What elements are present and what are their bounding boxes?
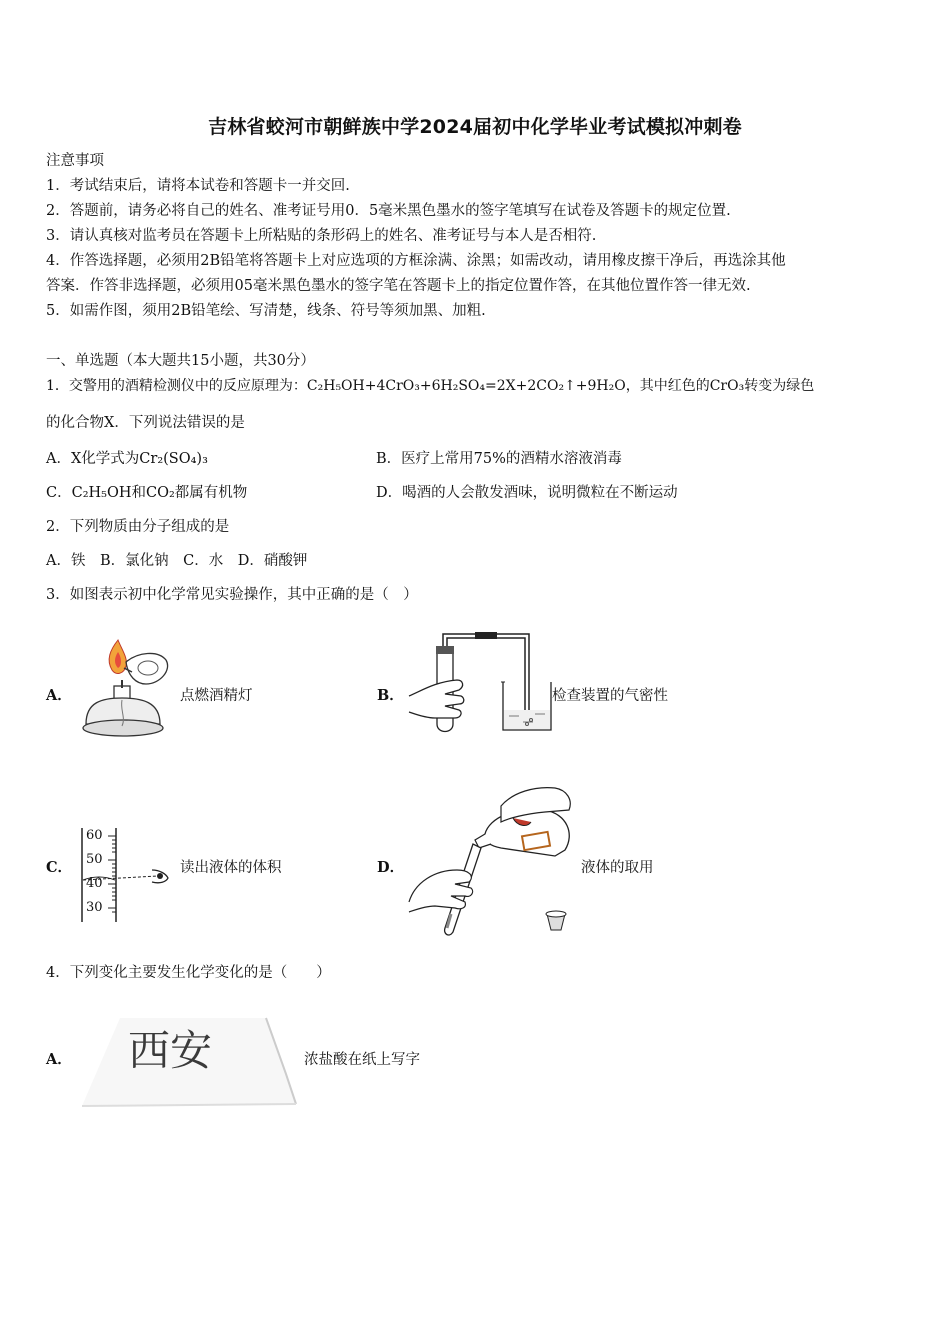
notice-item: 5．如需作图，须用2B铅笔绘、写清楚，线条、符号等须加黑、加粗.	[46, 303, 486, 319]
q3-option-d-label: D．	[377, 859, 405, 876]
q4-stem: 4．下列变化主要发生化学变化的是（ ）	[46, 965, 331, 981]
q4-option-a-text: 浓盐酸在纸上写字	[304, 1052, 420, 1068]
q1-stem-line1: 1．交警用的酒精检测仪中的反应原理为：C₂H₅OH+4CrO₃+6H₂SO₄=2X+2CO₂↑+9H₂O，其中红色的CrO₃转变为绿色	[46, 378, 815, 394]
notice-item: 4．作答选择题，必须用2B铅笔将答题卡上对应选项的方框涂满、涂黑；如需改动，请用橡皮擦干净后，再选涂其他	[46, 253, 786, 269]
cylinder-tick-50: 50	[86, 852, 103, 867]
notice-item: 3．请认真核对监考员在答题卡上所粘贴的条形码上的姓名、准考证号与本人是否相符.	[46, 228, 597, 244]
q3-stem: 3．如图表示初中化学常见实验操作，其中正确的是（ ）	[46, 587, 418, 603]
notice-item: 1．考试结束后，请将本试卷和答题卡一并交回.	[46, 178, 350, 194]
section-heading: 一、单选题（本大题共15小题，共30分）	[46, 353, 315, 369]
liquid-pouring-image	[405, 782, 577, 938]
q3-option-c-text: 读出液体的体积	[180, 860, 282, 876]
q1-option-c: C．C₂H₅OH和CO₂都属有机物	[46, 485, 248, 501]
q2-stem: 2．下列物质由分子组成的是	[46, 519, 230, 535]
q3-option-a-label: A．	[46, 687, 72, 704]
alcohol-lamp-lighting-image	[76, 632, 176, 744]
page-title: 吉林省蛟河市朝鲜族中学2024届初中化学毕业考试模拟冲刺卷	[208, 116, 742, 138]
q3-option-a-text: 点燃酒精灯	[180, 688, 253, 704]
airtightness-check-image	[405, 626, 555, 738]
q3-option-c-label: C．	[46, 859, 73, 876]
cylinder-tick-60: 60	[86, 828, 103, 843]
q1-option-a: A．X化学式为Cr₂(SO₄)₃	[46, 451, 208, 467]
q3-option-b-text: 检查装置的气密性	[552, 688, 668, 704]
q3-option-b-label: B．	[377, 687, 404, 704]
notice-item: 2．答题前，请务必将自己的姓名、准考证号用0．5毫米黑色墨水的签字笔填写在试卷及答题卡的规定位置.	[46, 203, 731, 219]
q1-stem-line2: 的化合物X．下列说法错误的是	[46, 415, 245, 431]
q3-option-d-text: 液体的取用	[581, 860, 654, 876]
paper-writing-characters: 西安	[128, 1026, 213, 1075]
q4-option-a-label: A．	[46, 1051, 72, 1068]
q2-options: A．铁 B．氯化钠 C．水 D．硝酸钾	[46, 553, 308, 569]
cylinder-tick-40: 40	[86, 876, 103, 891]
q1-option-d: D．喝酒的人会散发酒味，说明微粒在不断运动	[376, 485, 678, 501]
q1-option-b: B．医疗上常用75%的酒精水溶液消毒	[376, 451, 622, 467]
notice-item: 答案．作答非选择题，必须用05毫米黑色墨水的签字笔在答题卡上的指定位置作答，在其他位置作答一律无效.	[46, 278, 751, 294]
cylinder-tick-30: 30	[86, 900, 103, 915]
notice-heading: 注意事项	[46, 153, 104, 169]
